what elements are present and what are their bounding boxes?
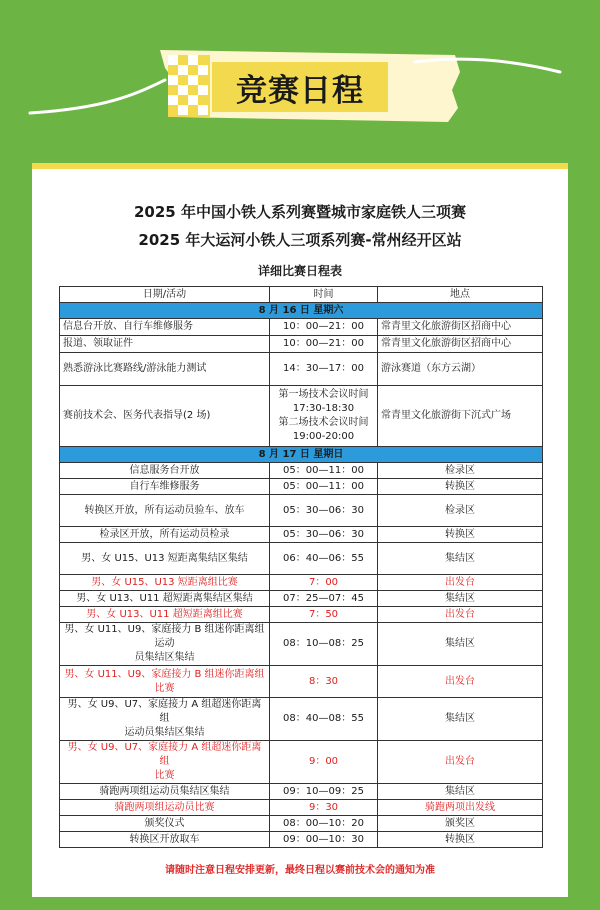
time-cell: 08：00—10：20: [270, 816, 378, 832]
table-row: [60, 495, 543, 527]
place-cell: 集结区: [378, 591, 543, 607]
activity-cell: [60, 698, 270, 741]
table-row: [60, 607, 543, 623]
place-cell: 骑跑两项出发线: [378, 800, 543, 816]
activity-cell: 信息服务台开放: [60, 463, 270, 479]
time-cell: 14：30—17：00: [270, 353, 378, 386]
doc-title-line2: 2025 年大运河小铁人三项系列赛-常州经开区站: [138, 231, 462, 249]
time-line: 第二场技术会议时间: [278, 417, 369, 428]
activity-cell: 男、女 U13、U11 超短距离集结区集结: [60, 591, 270, 607]
place-cell: 检录区: [378, 495, 543, 527]
header-time: 时间: [270, 287, 378, 303]
day-header-row: [60, 303, 543, 319]
activity-cell: 男、女 U15、U13 短距离集结区集结: [60, 543, 270, 575]
table-row: [60, 463, 543, 479]
day-label: 8 月 17 日 星期日: [60, 447, 543, 463]
time-cell: 7：00: [270, 575, 378, 591]
schedule-body: [60, 303, 543, 848]
place-cell: 转换区: [378, 832, 543, 848]
activity-cell: 转换区开放取车: [60, 832, 270, 848]
time-cell: 07：25—07：45: [270, 591, 378, 607]
place-cell: 集结区: [378, 543, 543, 575]
place-cell: 游泳赛道（东方云湖）: [378, 353, 543, 386]
activity-cell: 男、女 U13、U11 超短距离组比赛: [60, 607, 270, 623]
day-label: 8 月 16 日 星期六: [60, 303, 543, 319]
schedule-table: [59, 286, 543, 848]
place-cell: 检录区: [378, 463, 543, 479]
activity-line: 男、女 U9、U7、家庭接力 A 组超迷你距离组: [67, 742, 262, 767]
activity-line: 男、女 U11、U9、家庭接力 B 组迷你距离组: [64, 668, 265, 680]
place-cell: 颁奖区: [378, 816, 543, 832]
activity-line: 男、女 U9、U7、家庭接力 A 组超迷你距离组: [67, 699, 262, 724]
time-line: 第一场技术会议时间: [278, 389, 369, 400]
table-row: [60, 543, 543, 575]
activity-line: 运动员集结区集结: [124, 727, 205, 738]
time-cell: 10：00—21：00: [270, 336, 378, 353]
activity-cell: 男、女 U15、U13 短距离组比赛: [60, 575, 270, 591]
place-cell: 常青里文化旅游街区招商中心: [378, 319, 543, 336]
place-cell: 集结区: [378, 698, 543, 741]
place-cell: 集结区: [378, 784, 543, 800]
time-cell: 08：10—08：25: [270, 623, 378, 666]
doc-title-line1: 2025 年中国小铁人系列赛暨城市家庭铁人三项赛: [134, 203, 466, 221]
activity-cell: [60, 666, 270, 698]
table-row: [60, 666, 543, 698]
activity-cell: 信息台开放、自行车维修服务: [60, 319, 270, 336]
activity-cell: 转换区开放，所有运动员验车、放车: [60, 495, 270, 527]
doc-subtitle: 详细比赛日程表: [257, 264, 342, 278]
table-row: [60, 741, 543, 784]
time-line: 19:00-20:00: [292, 431, 355, 442]
place-cell: 常青里文化旅游街区招商中心: [378, 336, 543, 353]
activity-line: 男、女 U11、U9、家庭接力 B 组迷你距离组运动: [64, 624, 265, 649]
table-row: [60, 575, 543, 591]
time-cell: 05：00—11：00: [270, 479, 378, 495]
activity-cell: 骑跑两项组运动员比赛: [60, 800, 270, 816]
time-cell: 08：40—08：55: [270, 698, 378, 741]
time-cell: 05：30—06：30: [270, 495, 378, 527]
time-cell: 09：10—09：25: [270, 784, 378, 800]
table-row: [60, 832, 543, 848]
activity-cell: 骑跑两项组运动员集结区集结: [60, 784, 270, 800]
time-cell: 09：00—10：30: [270, 832, 378, 848]
table-row: [60, 591, 543, 607]
table-row: [60, 386, 543, 447]
day-header-row: [60, 447, 543, 463]
activity-cell: 熟悉游泳比赛路线/游泳能力测试: [60, 353, 270, 386]
activity-cell: 自行车维修服务: [60, 479, 270, 495]
activity-cell: 颁奖仪式: [60, 816, 270, 832]
time-cell: 7：50: [270, 607, 378, 623]
header-activity: 日期/活动: [60, 287, 270, 303]
activity-line: 员集结区集结: [134, 652, 195, 663]
place-cell: 出发台: [378, 741, 543, 784]
banner-title: 竞赛日程: [236, 72, 364, 109]
activity-cell: [60, 623, 270, 666]
table-row: [60, 623, 543, 666]
table-row: [60, 319, 543, 336]
time-cell: 05：30—06：30: [270, 527, 378, 543]
table-row: [60, 698, 543, 741]
activity-cell: 赛前技术会、医务代表指导(2 场): [60, 386, 270, 447]
table-header-row: [60, 287, 543, 303]
table-row: [60, 527, 543, 543]
table-row: [60, 816, 543, 832]
time-cell: 9：30: [270, 800, 378, 816]
activity-cell: 检录区开放，所有运动员检录: [60, 527, 270, 543]
header-place: 地点: [378, 287, 543, 303]
time-cell: [270, 386, 378, 447]
activity-cell: [60, 741, 270, 784]
activity-line: 比赛: [154, 682, 175, 694]
place-cell: 转换区: [378, 527, 543, 543]
table-row: [60, 800, 543, 816]
footer-note: 请随时注意日程安排更新，最终日程以赛前技术会的通知为准: [165, 865, 435, 876]
table-row: [60, 353, 543, 386]
schedule-card: [32, 163, 568, 897]
place-cell: 常青里文化旅游街下沉式广场: [378, 386, 543, 447]
time-line: 17:30-18:30: [292, 403, 355, 414]
place-cell: 转换区: [378, 479, 543, 495]
time-cell: 05：00—11：00: [270, 463, 378, 479]
time-cell: 06：40—06：55: [270, 543, 378, 575]
time-cell: 8：30: [270, 666, 378, 698]
place-cell: 出发台: [378, 666, 543, 698]
place-cell: 出发台: [378, 607, 543, 623]
place-cell: 出发台: [378, 575, 543, 591]
table-row: [60, 784, 543, 800]
time-cell: 9：00: [270, 741, 378, 784]
table-row: [60, 336, 543, 353]
place-cell: 集结区: [378, 623, 543, 666]
time-cell: 10：00—21：00: [270, 319, 378, 336]
activity-cell: 报道、领取证件: [60, 336, 270, 353]
activity-line: 比赛: [154, 770, 175, 781]
table-row: [60, 479, 543, 495]
